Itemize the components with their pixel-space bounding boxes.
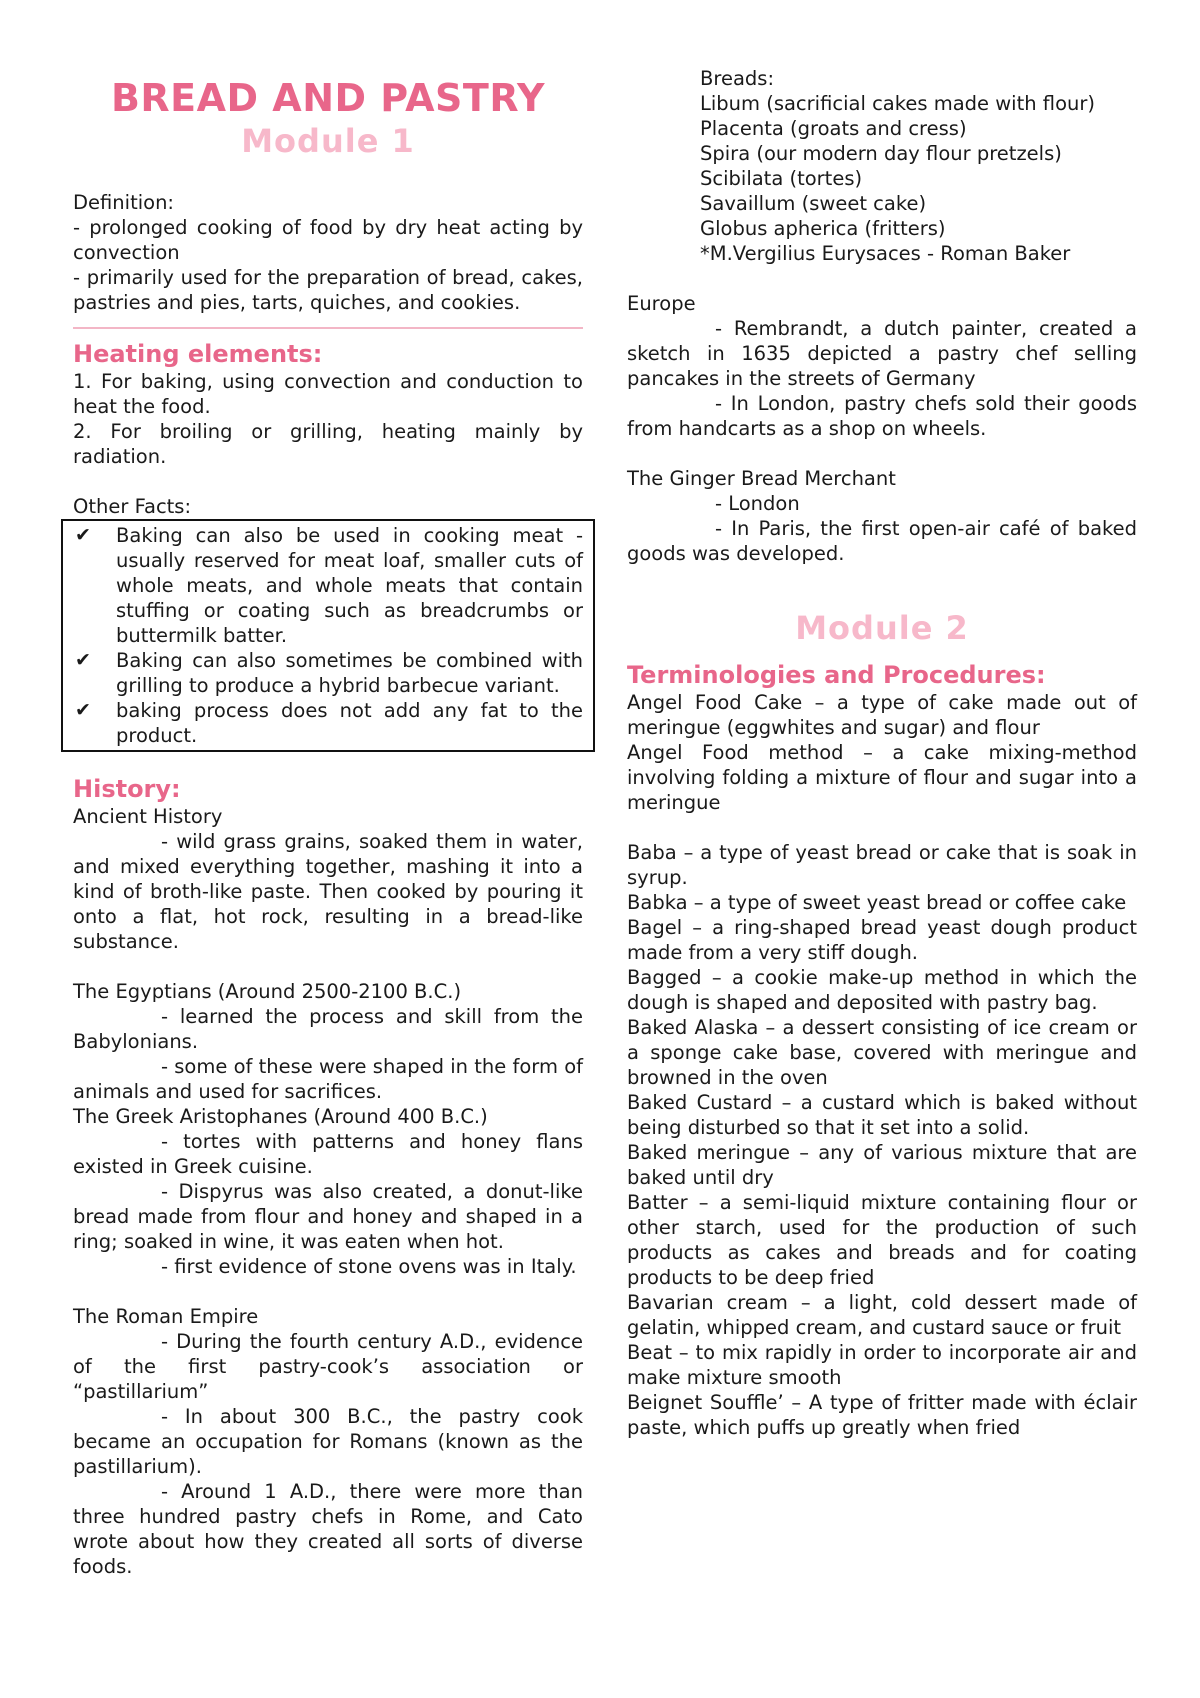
module-2-heading: Module 2 xyxy=(795,609,969,647)
greek-item-1: - tortes with patterns and honey flans existed in Greek cuisine. xyxy=(73,1130,583,1178)
fact-item xyxy=(75,523,583,648)
ancient-history-text: - wild grass grains, soaked them in water, and mixed everything together, mashing it into a kind of broth-like paste. Then cooked by pouring it onto a flat, hot rock, resulting in a bread-like substance. xyxy=(73,830,583,953)
term-baba: Baba – a type of yeast bread or cake that is soak in syrup. xyxy=(627,841,1137,889)
checkmark-icon: ✔ xyxy=(75,649,91,671)
section-divider xyxy=(73,327,583,329)
term-baked-custard: Baked Custard – a custard which is baked without being disturbed so that it set into a solid. xyxy=(627,1091,1137,1139)
other-facts-heading: Other Facts: xyxy=(73,495,192,518)
term-angel-food-cake: Angel Food Cake – a type of cake made out of meringue (eggwhites and sugar) and flour xyxy=(627,691,1137,739)
ancient-history-label: Ancient History xyxy=(73,805,223,828)
roman-item-3-start: - Around 1 A.D., there were more than three hundred pastry chefs in Rome, and Cato wrote about how they created all sorts of diverse foods. xyxy=(73,1480,583,1578)
roman-item-1: - During the fourth century A.D., evidence of the first pastry-cook’s association or “pastillarium” xyxy=(73,1330,583,1403)
term-bagel: Bagel – a ring-shaped bread yeast dough product made from a very stiff dough. xyxy=(627,916,1137,964)
ginger-bread-label: The Ginger Bread Merchant xyxy=(627,467,896,490)
europe-item-2: - In London, pastry chefs sold their goods from handcarts as a shop on wheels. xyxy=(627,392,1137,440)
term-baked-alaska: Baked Alaska – a dessert consisting of ice cream or a sponge cake base, covered with meringue and browned in the oven xyxy=(627,1016,1137,1089)
right-column xyxy=(627,66,1137,1440)
greek-item-3: - first evidence of stone ovens was in Italy. xyxy=(161,1255,577,1278)
greek-item-2: - Dispyrus was also created, a donut-like bread made from flour and honey and shaped in a ring; soaked in wine, it was eaten when hot. xyxy=(73,1180,583,1253)
definition-heading: Definition: xyxy=(73,191,174,214)
term-angel-food-method: Angel Food method – a cake mixing-method involving folding a mixture of flour and sugar into a meringue xyxy=(627,741,1137,814)
greek-label: The Greek Aristophanes (Around 400 B.C.) xyxy=(73,1105,488,1128)
bread-item: Spira (our modern day flour pretzels) xyxy=(700,142,1062,165)
roman-baker-note: *M.Vergilius Eurysaces - Roman Baker xyxy=(700,242,1071,265)
term-babka: Babka – a type of sweet yeast bread or coffee cake xyxy=(627,891,1127,914)
other-facts-box xyxy=(61,519,595,752)
ginger-item-2: - In Paris, the first open-air café of baked goods was developed. xyxy=(627,517,1137,565)
roman-item-2: - In about 300 B.C., the pastry cook became an occupation for Romans (known as the pastillarium). xyxy=(73,1405,583,1478)
module-1-heading: Module 1 xyxy=(241,122,415,160)
heating-elements-heading: Heating elements: xyxy=(73,340,323,368)
ginger-item-1: - London xyxy=(715,492,800,515)
fact-text-3: baking process does not add any fat to the product. xyxy=(116,699,583,747)
heating-item-2: 2. For broiling or grilling, heating mainly by radiation. xyxy=(73,420,583,468)
egyptians-item-2: - some of these were shaped in the form of animals and used for sacrifices. xyxy=(73,1055,583,1103)
bread-item: Libum (sacrificial cakes made with flour) xyxy=(700,92,1095,115)
term-beignet-souffle: Beignet Souffle’ – A type of fritter made with éclair paste, which puffs up greatly when fried xyxy=(627,1391,1137,1439)
fact-item xyxy=(75,648,583,698)
fact-item xyxy=(75,698,583,748)
bread-item: Placenta (groats and cress) xyxy=(700,117,967,140)
checkmark-icon: ✔ xyxy=(75,524,91,546)
terminologies-heading: Terminologies and Procedures: xyxy=(627,661,1046,689)
bread-item: Savaillum (sweet cake) xyxy=(700,192,927,215)
europe-label: Europe xyxy=(627,292,696,315)
breads-label: Breads: xyxy=(700,67,775,90)
egyptians-label: The Egyptians (Around 2500-2100 B.C.) xyxy=(73,980,462,1003)
egyptians-item-1: - learned the process and skill from the Babylonians. xyxy=(73,1005,583,1053)
term-beat: Beat – to mix rapidly in order to incorporate air and make mixture smooth xyxy=(627,1341,1137,1389)
fact-text-1: Baking can also be used in cooking meat - usually reserved for meat loaf, smaller cuts of whole meats, and whole meats that contain stuffing or coating such as breadcrumbs or buttermilk batter. xyxy=(116,524,583,647)
checkmark-icon: ✔ xyxy=(75,699,91,721)
definition-line-2: - primarily used for the preparation of bread, cakes, pastries and pies, tarts, quiches, and cookies. xyxy=(73,266,583,314)
breads-list xyxy=(627,66,1137,266)
bread-item: Globus apherica (fritters) xyxy=(700,217,946,240)
fact-text-2: Baking can also sometimes be combined with grilling to produce a hybrid barbecue variant. xyxy=(116,649,583,697)
term-bagged: Bagged – a cookie make-up method in which the dough is shaped and deposited with pastry bag. xyxy=(627,966,1137,1014)
term-batter: Batter – a semi-liquid mixture containing flour or other starch, used for the production of such products as cakes and breads and for coating products to be deep fried xyxy=(627,1191,1137,1289)
roman-empire-label: The Roman Empire xyxy=(73,1305,259,1328)
europe-item-1: - Rembrandt, a dutch painter, created a sketch in 1635 depicted a pastry chef selling pancakes in the streets of Germany xyxy=(627,317,1137,390)
history-heading: History: xyxy=(73,775,181,803)
bread-item: Scibilata (tortes) xyxy=(700,167,863,190)
document-title: BREAD AND PASTRY xyxy=(110,76,546,120)
term-bavarian-cream: Bavarian cream – a light, cold dessert made of gelatin, whipped cream, and custard sauce or fruit xyxy=(627,1291,1137,1339)
definition-line-1: - prolonged cooking of food by dry heat acting by convection xyxy=(73,216,583,264)
term-baked-meringue: Baked meringue – any of various mixture that are baked until dry xyxy=(627,1141,1137,1189)
left-column xyxy=(73,66,583,1578)
heating-item-1: 1. For baking, using convection and conduction to heat the food. xyxy=(73,370,583,418)
